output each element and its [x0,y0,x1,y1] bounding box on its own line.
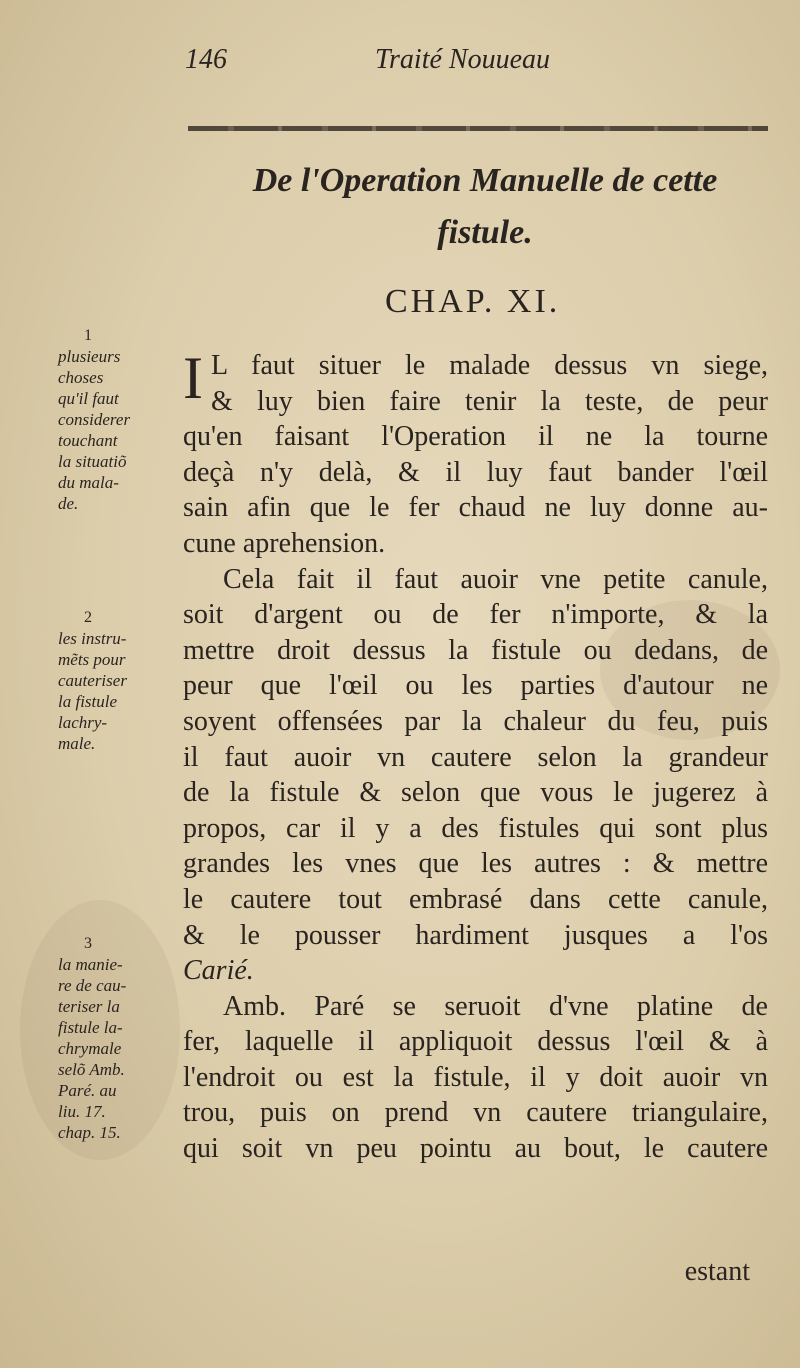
section-title-line: De l'Operation Manuelle de cette [252,162,718,199]
text-line: Amb. Paré se seruoit d'vne platine de [223,990,768,1022]
text-line: sain afin que le fer chaud ne luy donne au- [183,492,768,524]
running-title: Traité Nouueau [375,44,551,75]
text-line: soyent offensées par la chaleur du feu, puis [183,705,768,737]
text-line: Cela fait il faut auoir vne petite canule, [223,563,768,595]
text-line: trou, puis on prend vn cautere triangulaire, [183,1097,768,1129]
chapter-heading: CHAP. XI. [385,283,561,320]
margin-note-line: male. [58,734,96,753]
text-line: qui soit vn peu pointu au bout, le cautere [183,1133,768,1165]
margin-note-line: liu. 17. [58,1102,106,1121]
margin-note-line: du mala- [58,473,119,492]
margin-note-line: considerer [58,410,131,429]
margin-note-line: de. [58,494,79,513]
margin-note-line: chrymale [58,1039,122,1058]
paragraph [183,989,768,1167]
text-line: peur que l'œil ou les parties d'autour ne [183,670,768,702]
text-line: grandes les vnes que les autres : & mettre [183,848,768,880]
margin-note [58,933,176,1143]
text-line: propos, car il y a des fistules qui sont plus [183,812,768,844]
section-title [170,155,800,259]
margin-note-number: 2 [84,609,92,626]
text-line: cune aprehension. [183,527,386,559]
text-line: & luy bien faire tenir la teste, de peur [210,385,768,417]
catchword: estant [684,1256,750,1287]
margin-note-line: la manie- [58,955,123,974]
margin-note-line: cauteriser [58,671,127,690]
paragraph [183,345,768,562]
text-line: soit d'argent ou de fer n'importe, & la [183,599,768,631]
margin-note-line: re de cau- [58,976,127,995]
text-line: & le pousser hardiment jusques a l'os [183,919,768,951]
margin-note [58,607,176,754]
main-text [183,345,768,1167]
margin-note-line: plusieurs [58,347,121,366]
section-title-line: fistule. [437,214,533,251]
margin-note-line: chap. 15. [58,1123,121,1142]
text-line: l'endroit ou est la fistule, il y doit auoir vn [183,1061,768,1093]
margin-note-line: fistule la- [58,1018,123,1037]
margin-note-line: touchant [58,431,118,450]
margin-note-line: qu'il faut [58,389,119,408]
text-line: L faut situer le malade dessus vn siege, [210,350,768,381]
text-line: de la fistule & selon que vous le jugerez à [183,777,768,809]
margin-note-line: selõ Amb. [58,1060,125,1079]
margin-note-number: 1 [84,327,92,344]
page-number: 146 [185,44,227,75]
margin-note-line: la fistule [58,692,118,711]
margin-note [58,325,176,514]
text-line: qu'en faisant l'Operation il ne la tourne [183,421,768,453]
margin-note-line: la situatiõ [58,452,127,471]
margin-note-line: mẽts pour [58,650,126,669]
text-line: le cautere tout embrasé dans cette canule, [183,883,768,915]
page-header [185,44,770,84]
margin-note-line: les instru- [58,629,127,648]
margin-note-line: Paré. au [58,1081,117,1100]
margin-note-line: lachry- [58,713,108,732]
margin-note-line: teriser la [58,997,120,1016]
drop-cap: I [183,345,203,411]
text-line: fer, laquelle il appliquoit dessus l'œil & à [183,1026,768,1058]
margin-note-number: 3 [84,935,92,952]
text-line: deçà n'y delà, & il luy faut bander l'œil [183,456,768,488]
ornamental-rule [188,126,768,131]
text-line: il faut auoir vn cautere selon la grandeur [183,741,768,773]
text-line: Carié. [183,955,254,987]
text-line: mettre droit dessus la fistule ou dedans, de [183,634,768,666]
margin-note-line: choses [58,368,104,387]
paragraph [183,562,768,989]
